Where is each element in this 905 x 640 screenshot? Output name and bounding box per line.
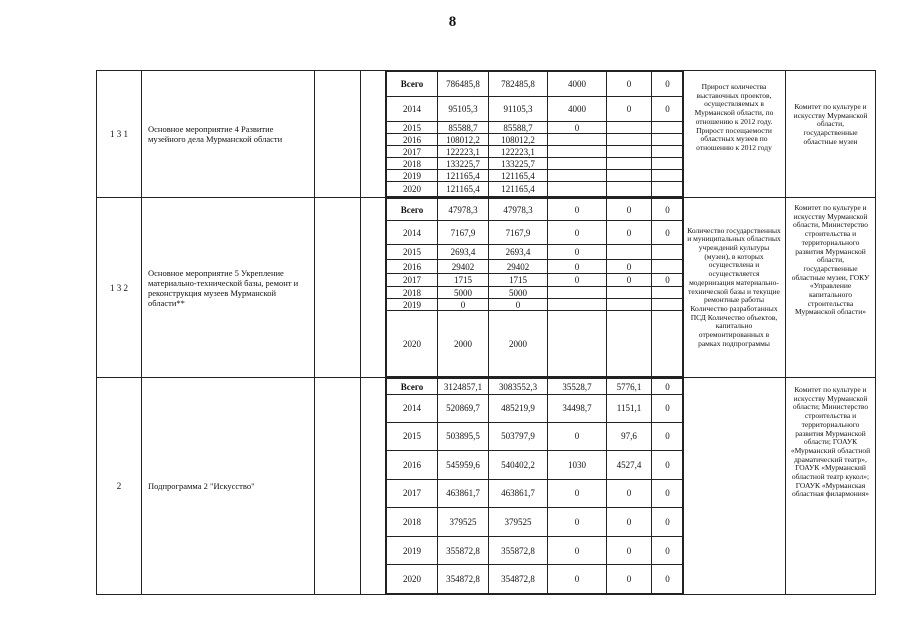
year-label: 2014 xyxy=(387,221,438,245)
year-label: 2018 xyxy=(387,508,438,537)
section-row xyxy=(97,378,876,595)
amount-cell: 782485,8 xyxy=(489,72,548,97)
indicators-cell: Прирост количества выставочных проектов, осуществляемых в Мурманской области, по отношению к 2012 году. Прирост посещаемости областных музеев по отношению к 2012 году xyxy=(683,71,786,198)
year-label: 2016 xyxy=(387,134,438,146)
total-label: Всего xyxy=(387,199,438,221)
amount-cell: 0 xyxy=(652,97,684,122)
financing-year-row xyxy=(387,536,684,565)
financing-cell xyxy=(386,71,683,198)
amount-cell: 485219,9 xyxy=(489,395,548,422)
executors-cell: Комитет по культуре и искусству Мурманской области, государственные областные музеи xyxy=(786,71,876,198)
year-label: 2014 xyxy=(387,97,438,122)
amount-cell xyxy=(652,260,684,274)
amount-cell: 121165,4 xyxy=(489,182,548,197)
amount-cell xyxy=(652,158,684,170)
amount-cell: 133225,7 xyxy=(489,158,548,170)
financing-year-row xyxy=(387,508,684,537)
amount-cell: 4527,4 xyxy=(607,451,652,480)
amount-cell: 0 xyxy=(652,451,684,480)
section-name: Основное мероприятие 5 Укрепление материально-технической базы, ремонт и реконструкция музеев Мурманской области** xyxy=(142,198,315,378)
year-label: 2014 xyxy=(387,395,438,422)
financing-total-row xyxy=(387,379,684,395)
amount-cell: 5776,1 xyxy=(607,379,652,395)
indicators-cell: Количество государственных и муниципальных областных учреждений культуры (музеи), в которых осуществлена и осуществляется модернизация материально-технической базы и текущие ремонтные работы Количество разработанных ПСД Количество объектов, капитально отремонтированных в рамках подпрограммы xyxy=(683,198,786,378)
empty-cell xyxy=(315,378,361,595)
amount-cell xyxy=(548,146,607,158)
amount-cell: 7167,9 xyxy=(489,221,548,245)
amount-cell xyxy=(607,311,652,377)
amount-cell: 95105,3 xyxy=(438,97,489,122)
amount-cell: 354872,8 xyxy=(489,565,548,594)
section-code: 1 3 2 xyxy=(97,198,142,378)
amount-cell: 1151,1 xyxy=(607,395,652,422)
financing-year-row xyxy=(387,395,684,422)
amount-cell: 540402,2 xyxy=(489,451,548,480)
amount-cell: 0 xyxy=(548,479,607,508)
amount-cell: 0 xyxy=(548,245,607,260)
financing-table xyxy=(386,71,684,197)
amount-cell: 91105,3 xyxy=(489,97,548,122)
amount-cell: 0 xyxy=(607,260,652,274)
section-name: Подпрограмма 2 "Искусство" xyxy=(142,378,315,595)
amount-cell xyxy=(607,122,652,134)
financing-year-row xyxy=(387,170,684,182)
amount-cell xyxy=(607,158,652,170)
amount-cell: 122223,1 xyxy=(489,146,548,158)
amount-cell: 0 xyxy=(652,536,684,565)
amount-cell: 1715 xyxy=(438,274,489,287)
year-label: 2015 xyxy=(387,422,438,451)
amount-cell xyxy=(607,287,652,299)
financing-year-row xyxy=(387,311,684,377)
amount-cell: 4000 xyxy=(548,97,607,122)
financing-year-row xyxy=(387,479,684,508)
financing-year-row xyxy=(387,274,684,287)
amount-cell xyxy=(652,245,684,260)
financing-cell xyxy=(386,378,683,595)
financing-year-row xyxy=(387,146,684,158)
amount-cell: 0 xyxy=(548,536,607,565)
financing-year-row xyxy=(387,565,684,594)
amount-cell xyxy=(607,182,652,197)
amount-cell: 0 xyxy=(607,479,652,508)
amount-cell xyxy=(652,299,684,311)
amount-cell: 379525 xyxy=(489,508,548,537)
amount-cell: 0 xyxy=(652,565,684,594)
amount-cell xyxy=(652,134,684,146)
amount-cell: 2693,4 xyxy=(489,245,548,260)
page-number: 8 xyxy=(448,14,457,30)
financing-table xyxy=(386,378,684,594)
year-label: 2020 xyxy=(387,311,438,377)
year-label: 2018 xyxy=(387,158,438,170)
amount-cell: 0 xyxy=(652,274,684,287)
amount-cell xyxy=(652,287,684,299)
amount-cell: 2693,4 xyxy=(438,245,489,260)
amount-cell: 29402 xyxy=(438,260,489,274)
section-code: 2 xyxy=(97,378,142,595)
amount-cell: 0 xyxy=(438,299,489,311)
year-label: 2020 xyxy=(387,565,438,594)
amount-cell: 0 xyxy=(548,508,607,537)
amount-cell: 0 xyxy=(489,299,548,311)
amount-cell: 2000 xyxy=(438,311,489,377)
empty-cell xyxy=(361,378,386,595)
amount-cell xyxy=(652,170,684,182)
empty-cell xyxy=(315,198,361,378)
financing-year-row xyxy=(387,221,684,245)
amount-cell: 0 xyxy=(652,508,684,537)
amount-cell: 4000 xyxy=(548,72,607,97)
executors-cell: Комитет по культуре и искусству Мурманской области; Министерство строительства и территориального развития Мурманской области; ГОАУК «Мурманский областной драматический театр», ГОАУК «Мурманский областной театр кукол»; ГОАУК «Мурманская областная филармония» xyxy=(786,378,876,595)
amount-cell: 0 xyxy=(607,508,652,537)
amount-cell: 0 xyxy=(652,379,684,395)
amount-cell: 121165,4 xyxy=(489,170,548,182)
financing-year-row xyxy=(387,260,684,274)
amount-cell: 0 xyxy=(652,221,684,245)
year-label: 2017 xyxy=(387,146,438,158)
amount-cell xyxy=(548,170,607,182)
amount-cell: 5000 xyxy=(438,287,489,299)
amount-cell: 0 xyxy=(548,221,607,245)
financing-year-row xyxy=(387,287,684,299)
amount-cell: 520869,7 xyxy=(438,395,489,422)
indicators-cell xyxy=(683,378,786,595)
amount-cell: 34498,7 xyxy=(548,395,607,422)
amount-cell: 0 xyxy=(548,199,607,221)
amount-cell: 133225,7 xyxy=(438,158,489,170)
amount-cell: 0 xyxy=(607,274,652,287)
amount-cell: 3124857,1 xyxy=(438,379,489,395)
amount-cell: 355872,8 xyxy=(489,536,548,565)
amount-cell: 0 xyxy=(652,395,684,422)
year-label: 2015 xyxy=(387,122,438,134)
amount-cell: 0 xyxy=(652,199,684,221)
financing-cell xyxy=(386,198,683,378)
amount-cell: 463861,7 xyxy=(489,479,548,508)
amount-cell xyxy=(652,311,684,377)
amount-cell xyxy=(652,122,684,134)
financing-year-row xyxy=(387,422,684,451)
empty-cell xyxy=(361,198,386,378)
section-name: Основное мероприятие 4 Развитие музейного дела Мурманской области xyxy=(142,71,315,198)
amount-cell: 47978,3 xyxy=(438,199,489,221)
amount-cell: 379525 xyxy=(438,508,489,537)
amount-cell: 0 xyxy=(607,565,652,594)
financing-total-row xyxy=(387,199,684,221)
amount-cell xyxy=(548,158,607,170)
amount-cell: 3083552,3 xyxy=(489,379,548,395)
amount-cell: 108012,2 xyxy=(438,134,489,146)
amount-cell: 1030 xyxy=(548,451,607,480)
year-label: 2016 xyxy=(387,451,438,480)
amount-cell: 786485,8 xyxy=(438,72,489,97)
financing-year-row xyxy=(387,182,684,197)
financing-year-row xyxy=(387,122,684,134)
amount-cell: 545959,6 xyxy=(438,451,489,480)
section-row xyxy=(97,71,876,198)
amount-cell: 85588,7 xyxy=(438,122,489,134)
amount-cell: 5000 xyxy=(489,287,548,299)
amount-cell: 97,6 xyxy=(607,422,652,451)
amount-cell xyxy=(607,299,652,311)
year-label: 2018 xyxy=(387,287,438,299)
amount-cell: 0 xyxy=(607,97,652,122)
amount-cell: 0 xyxy=(607,72,652,97)
amount-cell xyxy=(652,146,684,158)
amount-cell xyxy=(548,311,607,377)
total-label: Всего xyxy=(387,379,438,395)
amount-cell: 0 xyxy=(548,122,607,134)
amount-cell: 7167,9 xyxy=(438,221,489,245)
amount-cell: 463861,7 xyxy=(438,479,489,508)
amount-cell xyxy=(548,299,607,311)
financing-year-row xyxy=(387,245,684,260)
amount-cell xyxy=(607,170,652,182)
amount-cell: 355872,8 xyxy=(438,536,489,565)
amount-cell: 0 xyxy=(607,199,652,221)
amount-cell: 0 xyxy=(652,479,684,508)
section-row xyxy=(97,198,876,378)
empty-cell xyxy=(361,71,386,198)
amount-cell xyxy=(607,245,652,260)
financing-year-row xyxy=(387,97,684,122)
amount-cell: 0 xyxy=(548,260,607,274)
amount-cell: 1715 xyxy=(489,274,548,287)
amount-cell: 47978,3 xyxy=(489,199,548,221)
amount-cell: 0 xyxy=(548,422,607,451)
year-label: 2016 xyxy=(387,260,438,274)
amount-cell xyxy=(607,146,652,158)
amount-cell: 29402 xyxy=(489,260,548,274)
financing-total-row xyxy=(387,72,684,97)
amount-cell: 0 xyxy=(652,72,684,97)
financing-year-row xyxy=(387,299,684,311)
amount-cell: 108012,2 xyxy=(489,134,548,146)
amount-cell: 0 xyxy=(548,565,607,594)
empty-cell xyxy=(315,71,361,198)
amount-cell: 503797,9 xyxy=(489,422,548,451)
amount-cell: 122223,1 xyxy=(438,146,489,158)
amount-cell: 0 xyxy=(548,274,607,287)
year-label: 2017 xyxy=(387,479,438,508)
year-label: 2015 xyxy=(387,245,438,260)
year-label: 2019 xyxy=(387,299,438,311)
amount-cell: 2000 xyxy=(489,311,548,377)
amount-cell: 121165,4 xyxy=(438,170,489,182)
financing-year-row xyxy=(387,134,684,146)
amount-cell: 35528,7 xyxy=(548,379,607,395)
financing-year-row xyxy=(387,158,684,170)
year-label: 2019 xyxy=(387,170,438,182)
year-label: 2020 xyxy=(387,182,438,197)
total-label: Всего xyxy=(387,72,438,97)
amount-cell xyxy=(548,287,607,299)
amount-cell: 121165,4 xyxy=(438,182,489,197)
amount-cell: 85588,7 xyxy=(489,122,548,134)
year-label: 2017 xyxy=(387,274,438,287)
amount-cell xyxy=(548,182,607,197)
program-table xyxy=(96,70,876,595)
amount-cell xyxy=(607,134,652,146)
amount-cell: 0 xyxy=(607,536,652,565)
amount-cell: 0 xyxy=(652,422,684,451)
year-label: 2019 xyxy=(387,536,438,565)
amount-cell xyxy=(652,182,684,197)
financing-year-row xyxy=(387,451,684,480)
amount-cell: 0 xyxy=(607,221,652,245)
section-code: 1 3 1 xyxy=(97,71,142,198)
amount-cell: 354872,8 xyxy=(438,565,489,594)
financing-table xyxy=(386,198,684,377)
amount-cell xyxy=(548,134,607,146)
executors-cell: Комитет по культуре и искусству Мурманской области, Министерство строительства и территориального развития Мурманской области, государственные областные музеи, ГОКУ «Управление капитального строительства Мурманской области» xyxy=(786,198,876,378)
amount-cell: 503895,5 xyxy=(438,422,489,451)
